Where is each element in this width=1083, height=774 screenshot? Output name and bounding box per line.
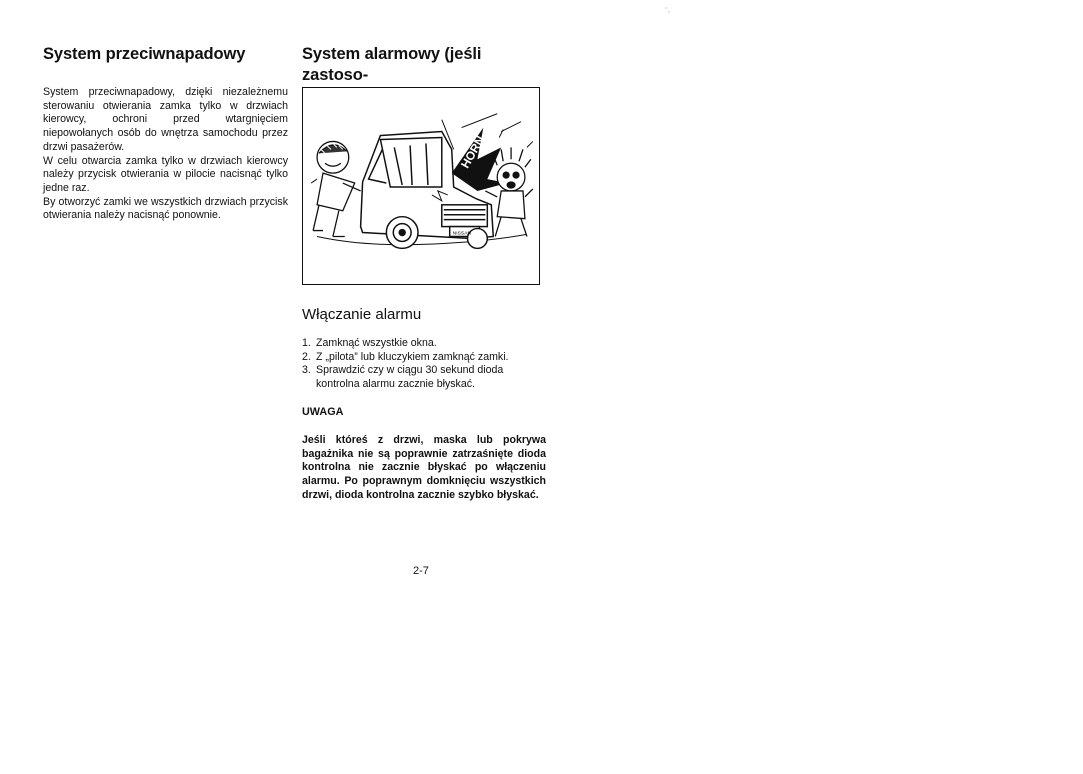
- steps-list: [302, 337, 546, 392]
- subheading-alarm-enable: Włączanie alarmu: [302, 306, 422, 323]
- section-title-anti-hijack: System przeciwnapadowy: [43, 45, 246, 63]
- paragraph: W celu otwarcia zamka tylko w drzwiach kierowcy należy przycisk otwierania w pilocie nacisnąć tylko jedne raz.: [43, 154, 288, 194]
- step-number: 1.: [302, 337, 311, 349]
- thief-figure: [313, 141, 361, 236]
- paragraph: System przeciwnapadowy, dzięki niezależnemu sterowaniu otwierania zamka tylko w drzwiach kierowcy, ochroni przed wtargnięciem niepowołanych osób do wnętrza samochodu przez drzwi pasażerów.: [43, 86, 288, 153]
- step-number: 2.: [302, 350, 311, 363]
- step-text: Z „pilota” lub kluczykiem zamknąć zamki.: [316, 350, 509, 363]
- paragraph: By otworzyć zamki we wszystkich drzwiach przycisk otwierania należy nacisnąć ponownie.: [43, 195, 288, 222]
- step-text: Zamknąć wszystkie okna.: [316, 337, 437, 349]
- horn-text: HORN: [457, 133, 488, 171]
- alarm-illustration-svg: [303, 88, 539, 284]
- note-heading: UWAGA: [302, 406, 344, 418]
- left-column: [43, 44, 288, 223]
- page-number: 2-7: [413, 565, 429, 577]
- step-text: Sprawdzić czy w ciągu 30 sekund dioda kontrolna alarmu zacznie błyskać.: [316, 364, 504, 391]
- anti-hijack-body: [43, 86, 288, 223]
- list-item: [302, 364, 546, 391]
- step-number: 3.: [302, 364, 311, 377]
- plate-label: NISSAN: [452, 231, 472, 237]
- list-item: [302, 351, 546, 365]
- scan-speck: [664, 6, 672, 14]
- title-line: System alarmowy (jeśli zastoso-: [302, 45, 482, 84]
- list-item: [302, 337, 546, 351]
- alarm-illustration: [302, 87, 540, 285]
- note-text: Jeśli któreś z drzwi, maska lub pokrywa bagażnika nie są poprawnie zatrzaśnięte dioda kontrolna nie zacznie błyskać po włączeniu alarmu. Po poprawnym domknięciu wszystkich drzwi, dioda kontrolna zacznie szybko błyskać.: [302, 434, 546, 501]
